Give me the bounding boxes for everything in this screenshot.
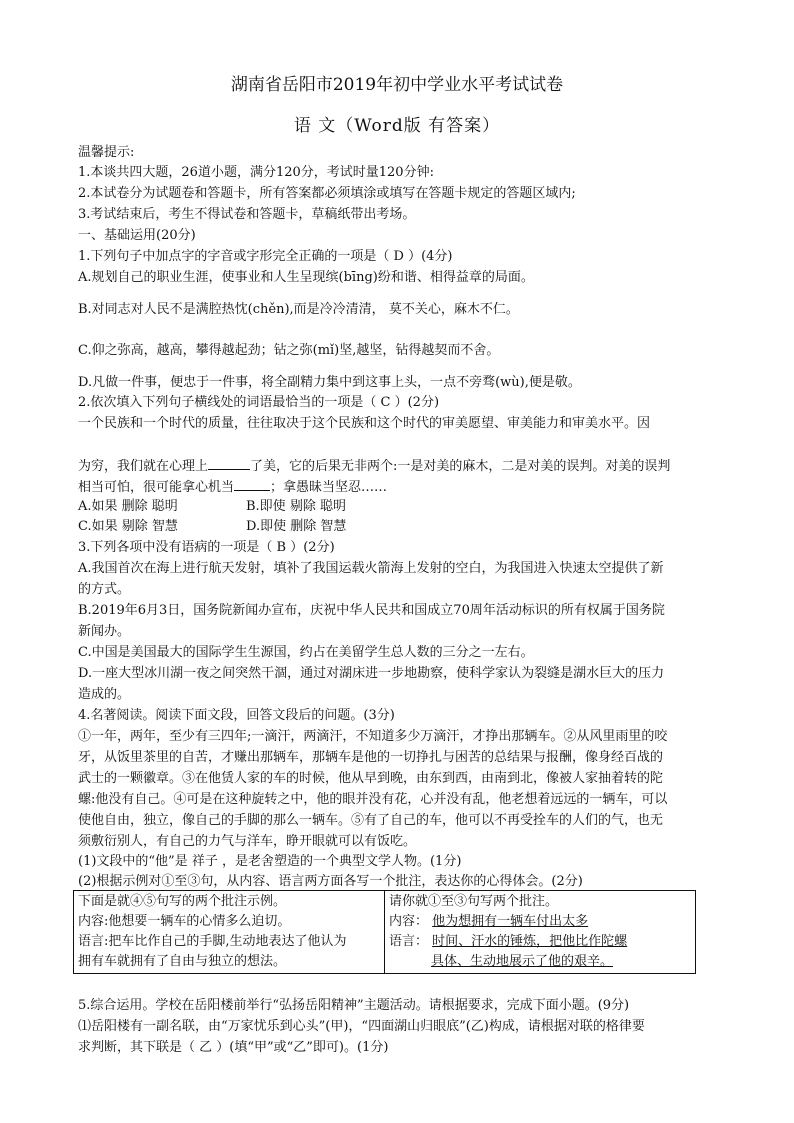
q4-passage-line-1: ①一年，两年，至少有三四年;一滴汗，两滴汗，不知道多少万滴汗，才挣出那辆车。②从风里雨里的咬: [78, 729, 668, 744]
q4-sub-question-1: (1)文段中的“他”是 祥子 ，是老舍塑造的一个典型文学人物。(1分): [78, 854, 462, 869]
tip-1: 1.本谈共四大题，26道小题，满分120分，考试时量120分钟:: [78, 165, 434, 180]
exam-title: 湖南省岳阳市2019年初中学业水平考试试卷: [230, 75, 564, 95]
q1-option-b: B.对同志对人民不是满腔热忱(chěn),而是冷冷清清， 莫不关心，麻木不仁。: [78, 302, 519, 317]
q1-option-a: A.规划自己的职业生涯，使事业和人生呈现缤(bīng)纷和谐、相得益章的局面。: [78, 270, 534, 285]
q2-stem: 2.依次填入下列句子横线处的词语最恰当的一项是（ C ）(2分): [78, 395, 440, 410]
q3-option-d-line-1: D.一座大型冰川湖一夜之间突然干涸，通过对湖床进一步地勘察，使科学家认为裂缝是湖水巨大的压力: [78, 666, 665, 681]
q2-passage-line-3: 相当可怕，很可能拿心机当 ；拿愚昧当坚忍……: [78, 476, 718, 498]
q5-stem: 5.综合运用。学校在岳阳楼前举行“弘扬岳阳精神”主题活动。请根据要求，完成下面小题。(9分): [78, 998, 630, 1013]
tips-heading: 温馨提示:: [78, 145, 135, 160]
example-line-3: 语言:把车比作自己的手脚,生动地表达了他认为: [78, 934, 347, 949]
q2-option-a: A.如果 删除 聪明: [78, 499, 178, 514]
q5-sub-question-1-line-2: 求判断，其下联是（ 乙 ）(填“甲”或“乙”即可)。(1分): [78, 1040, 389, 1055]
q1-option-c: C.仰之弥高，越高，攀得越起劲；钻之弥(mǐ)坚,越坚，钻得越契而不舍。: [78, 343, 500, 358]
q3-option-a-line-2: 的方式。: [78, 582, 131, 597]
q3-option-c: C.中国是美国最大的国际学生生源国，约占在美留学生总人数的三分之一左右。: [78, 645, 534, 660]
answer-content: 内容： 他为想拥有一辆车付出太多: [389, 914, 589, 929]
q2-passage-line-1: 一个民族和一个时代的质量，往往取决于这个民族和这个时代的审美愿望、审美能力和审美水平。因: [78, 416, 651, 431]
q4-passage-line-2: 牙，从饭里茶里的自苦，才赚出那辆车，那辆车是他的一切挣扎与困苦的总结果与报酬，像身经百战的: [78, 750, 664, 765]
exam-subtitle: 语 文（Word版 有答案）: [293, 116, 501, 136]
example-line-4: 拥有车就拥有了自由与独立的想法。: [78, 954, 287, 969]
tip-2: 2.本试卷分为试题卷和答题卡，所有答案都必须填涂或填写在答题卡规定的答题区域内;: [78, 186, 576, 201]
q3-option-b-line-1: B.2019年6月3日，国务院新闻办宣布，庆祝中华人民共和国成立70周年活动标识的所有权属于国务院: [78, 603, 665, 618]
blank-2: [234, 476, 270, 491]
q4-passage-line-6: 须敷衍别人，有自己的力气与洋车，睁开眼就可以有饭吃。: [78, 834, 417, 849]
q3-option-b-line-2: 新闻办。: [78, 624, 131, 639]
q4-passage-line-4: 螺:他没有自己。④可是在这种旋转之中，他的眼并没有花，心并没有乱，他老想着远远的一辆车，可以: [78, 792, 668, 807]
q2-option-c: C.如果 剔除 智慧: [78, 519, 178, 534]
q4-passage-line-3: 武士的一颗徽章。③在他赁人家的车的时候，他从早到晚，由东到西，由南到北，像被人家抽着转的陀: [78, 771, 664, 786]
example-line-1: 下面是就④⑤句写的两个批注示例。: [78, 894, 287, 909]
q3-stem: 3.下列各项中没有语病的一项是（ B ）(2分): [78, 540, 335, 555]
q3-option-d-line-2: 造成的。: [78, 687, 131, 702]
q4-sub-question-2: (2)根据示例对①至③句，从内容、语言两方面各写一个批注，表达你的心得体会。(2分): [78, 874, 583, 889]
q2-option-d: D.即使 删除 智慧: [246, 519, 347, 534]
annotation-example-cell: [74, 891, 385, 974]
answer-language-value-2: 具体、生动地展示了他的艰辛。: [431, 954, 614, 969]
q3-option-a-line-1: A.我国首次在海上进行航天发射，填补了我国运载火箭海上发射的空白，为我国进入快速太空提供了新: [78, 561, 664, 576]
q2-option-b: B.即使 剔除 聪明: [246, 499, 346, 514]
answer-heading: 请你就①至③句写两个批注。: [389, 894, 559, 909]
q5-sub-question-1-line-1: ⑴岳阳楼有一副名联，由“万家忧乐到心头”(甲)，“四面湖山归眼底”(乙)构成，请根据对联的格律要: [78, 1019, 645, 1034]
annotation-answer-cell: [385, 891, 696, 974]
tip-3: 3.考试结束后，考生不得试卷和答题卡，草稿纸带出考场。: [78, 207, 416, 222]
q2-passage-line-2: 为穷，我们就在心理上 了美，它的后果无非两个:一是对美的麻木，二是对美的误判。对美的误判: [78, 455, 718, 477]
answer-language-value-1: 时间、汗水的锤炼，把他比作陀螺: [432, 934, 628, 949]
example-line-2: 内容:他想要一辆车的心情多么迫切。: [78, 914, 291, 929]
q4-passage-line-5: 使他自由，独立，像自己的手脚的那么一辆车。⑤有了自己的车，他可以不再受拴车的人们的气，也无: [78, 813, 664, 828]
answer-language: 语言： 时间、汗水的锤炼，把他比作陀螺: [389, 934, 628, 949]
q1-stem: 1.下列句子中加点字的字音或字形完全正确的一项是（ D ）(4分): [78, 249, 453, 264]
q4-stem: 4.名著阅读。阅读下面文段，回答文段后的问题。(3分): [78, 708, 395, 723]
q1-option-d: D.凡做一件事，便忠于一件事，将全副精力集中到这事上头，一点不旁骛(wù),便是敬。: [78, 375, 581, 390]
annotation-table: [73, 890, 696, 974]
answer-language-cont: [389, 952, 691, 972]
section-1-heading: 一、基础运用(20分): [78, 228, 196, 243]
answer-content-value: 他为想拥有一辆车付出太多: [432, 914, 589, 929]
blank-1: [208, 455, 250, 470]
